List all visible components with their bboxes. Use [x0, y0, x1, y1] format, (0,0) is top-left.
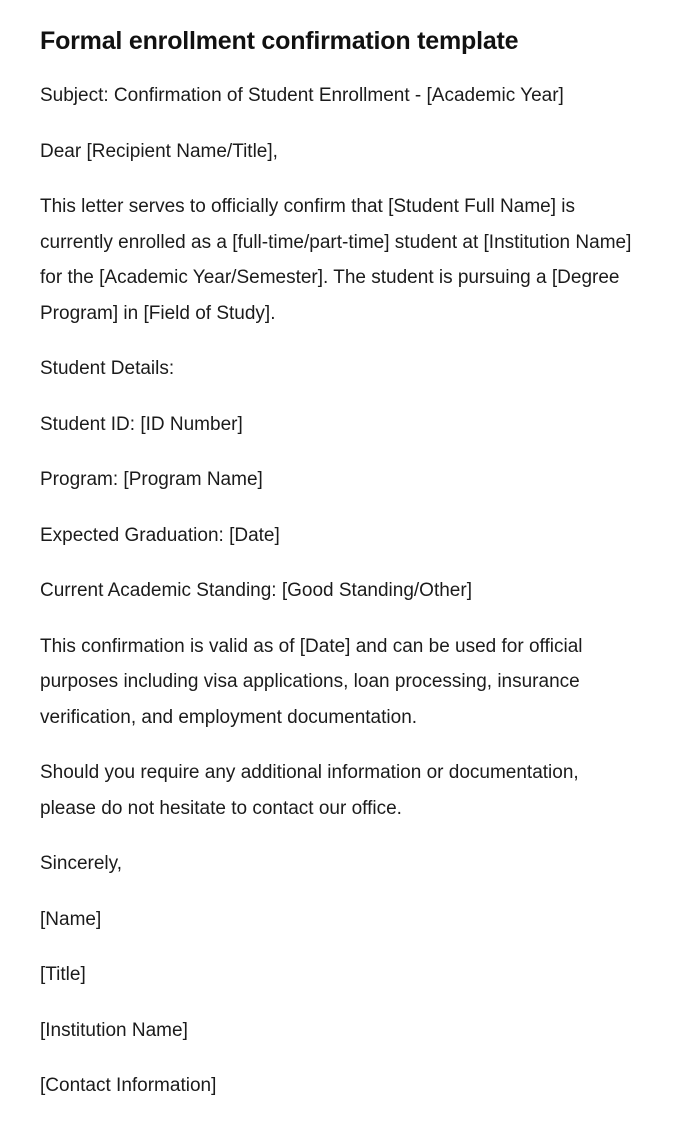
signoff-closing: Sincerely,	[40, 853, 123, 875]
paragraph-enrollment-statement: This letter serves to officially confirm that [Student Full Name] is currently enrolled as a [full-time/part-time] student at [Institution Name] for the [Academic Year/Semester]. The student is pursuing a [Degree Program] in [Field of Study].	[40, 196, 632, 324]
detail-expected-graduation: Expected Graduation: [Date]	[40, 524, 280, 546]
detail-academic-standing: Current Academic Standing: [Good Standing/Other]	[40, 580, 472, 602]
signoff-contact-information: [Contact Information]	[40, 1075, 217, 1097]
signoff-name: [Name]	[40, 908, 102, 930]
paragraph-subject: Subject: Confirmation of Student Enrollment - [Academic Year]	[40, 85, 564, 107]
page-title: Formal enrollment confirmation template	[40, 27, 519, 55]
document-body	[40, 78, 638, 1104]
signoff-title: [Title]	[40, 964, 86, 986]
paragraph-validity: This confirmation is valid as of [Date] and can be used for official purposes including visa applications, loan processing, insurance verification, and employment documentation.	[40, 635, 583, 728]
detail-program: Program: [Program Name]	[40, 469, 263, 491]
detail-student-id: Student ID: [ID Number]	[40, 413, 243, 435]
signoff-institution: [Institution Name]	[40, 1019, 188, 1041]
heading-student-details: Student Details:	[40, 358, 175, 380]
paragraph-salutation: Dear [Recipient Name/Title],	[40, 140, 278, 162]
paragraph-contact-offer: Should you require any additional information or documentation, please do not hesitate to contact our office.	[40, 762, 579, 819]
